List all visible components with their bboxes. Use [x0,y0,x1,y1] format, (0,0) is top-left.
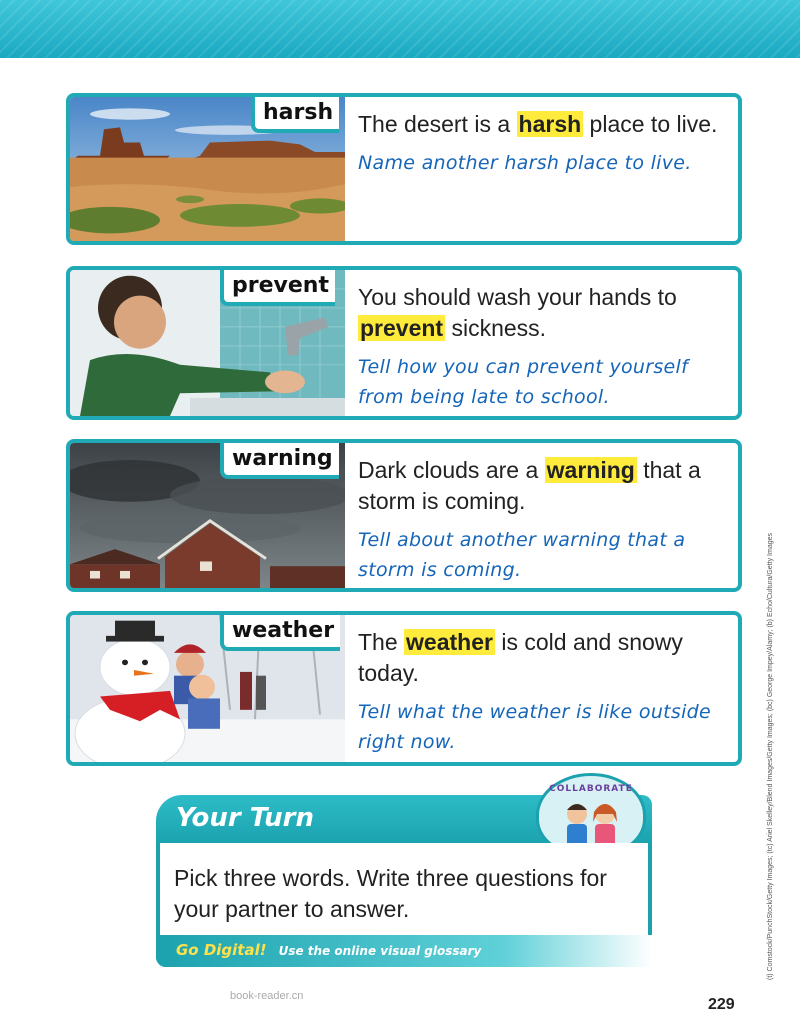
collaborate-label: COLLABORATE [549,784,633,794]
vocab-word: prevent [220,270,335,306]
discussion-prompt: Name another harsh place to live. [358,152,692,174]
vocab-card-harsh [66,93,742,245]
vocab-word: harsh [251,97,339,133]
discussion-prompt: Tell what the weather is like outside right now. [358,701,712,753]
vocab-word: weather [220,615,340,651]
example-sentence: The weather is cold and snowy today. [358,629,683,686]
go-digital-text[interactable]: Use the online visual glossary [278,944,482,958]
vocab-card-warning [66,439,742,592]
discussion-prompt: Tell how you can prevent yourself from being late to school. [358,356,689,408]
example-sentence: Dark clouds are a warning that a storm is coming. [358,457,701,514]
page-number: 229 [708,996,735,1013]
your-turn-title: Your Turn [176,803,314,833]
example-sentence: You should wash your hands to prevent sickness. [358,284,677,341]
go-digital-label[interactable]: Go Digital! [176,941,267,959]
your-turn-instruction: Pick three words. Write three questions for your partner to answer. [174,865,607,922]
photo-credit: (t) Comstock/PunchStock/Getty Images; (tc) Ariel Skelley/Blend Images/Getty Images; (bc) George Impey/Alamy; (b) Echo/Cultura/Getty Images [767,533,774,980]
vocab-card-prevent [66,266,742,420]
go-digital-bar[interactable] [156,935,652,967]
highlighted-word: harsh [518,111,582,137]
your-turn-box [156,784,652,967]
vocab-card-weather [66,611,742,766]
top-banner [0,0,800,58]
example-sentence: The desert is a harsh place to live. [358,111,718,137]
highlighted-word: prevent [360,315,444,341]
discussion-prompt: Tell about another warning that a storm is coming. [358,529,686,581]
highlighted-word: warning [546,457,635,483]
vocab-word: warning [220,443,339,479]
watermark: book-reader.cn [230,990,304,1002]
highlighted-word: weather [406,629,493,655]
